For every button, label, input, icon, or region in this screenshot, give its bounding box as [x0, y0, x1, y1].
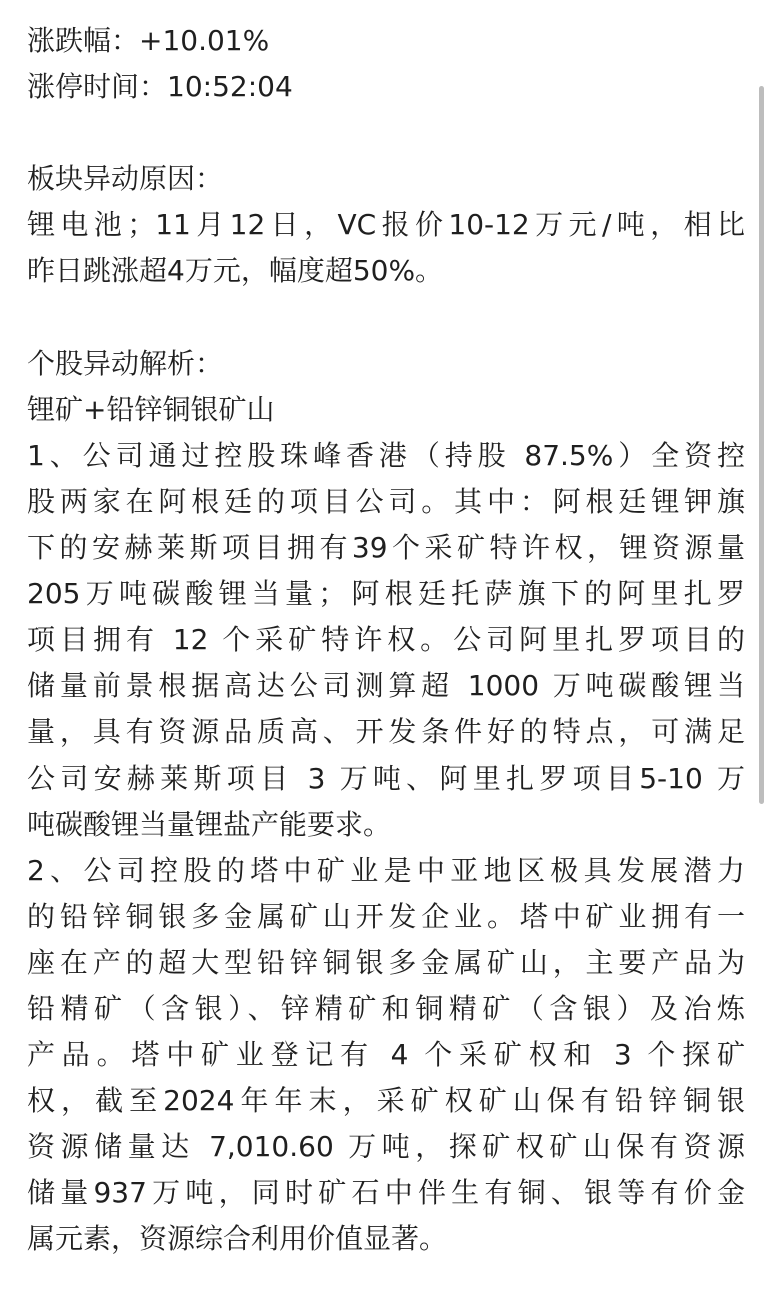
article-body — [27, 18, 745, 1263]
sector-reason-title: 板块异动原因： — [27, 162, 224, 196]
analysis-line: 下的安赫莱斯项目拥有39个采矿特许权，锂资源量 — [27, 531, 745, 565]
analysis-line: 储量937万吨，同时矿石中伴生有铜、银等有价金 — [27, 1176, 745, 1210]
analysis-line: 项目拥有 12 个采矿特许权。公司阿里扎罗项目的 — [27, 623, 745, 657]
analysis-line: 205万吨碳酸锂当量；阿根廷托萨旗下的阿里扎罗 — [27, 577, 745, 611]
analysis-line: 1、公司通过控股珠峰香港（持股 87.5%）全资控 — [27, 438, 745, 472]
sector-reason-line: 锂电池；11月12日，VC报价10-12万元/吨，相比 — [27, 208, 745, 242]
analysis-line: 座在产的超大型铅锌铜银多金属矿山，主要产品为 — [27, 945, 745, 979]
analysis-line: 权，截至2024年年末，采矿权矿山保有铅锌铜银 — [27, 1084, 745, 1118]
analysis-line: 属元素，资源综合利用价值显著。 — [27, 1222, 448, 1256]
vertical-scrollbar[interactable] — [759, 86, 764, 804]
spacer — [27, 295, 745, 341]
analysis-line: 铅精矿（含银）、锌精矿和铜精矿（含银）及冶炼 — [27, 991, 745, 1025]
price-change: 涨跌幅：+10.01% — [27, 24, 270, 57]
analysis-line: 资源储量达 7,010.60 万吨，探矿权矿山保有资源 — [27, 1130, 745, 1164]
analysis-line: 2、公司控股的塔中矿业是中亚地区极具发展潜力 — [27, 853, 745, 887]
analysis-line: 量，具有资源品质高、开发条件好的特点，可满足 — [27, 715, 745, 749]
analysis-line: 的铅锌铜银多金属矿山开发企业。塔中矿业拥有一 — [27, 899, 745, 933]
spacer — [27, 110, 745, 156]
limit-up-time: 涨停时间：10:52:04 — [27, 70, 293, 104]
sector-reason-line: 昨日跳涨超4万元，幅度超50%。 — [27, 254, 444, 288]
analysis-line: 产品。塔中矿业登记有 4 个采矿权和 3 个探矿 — [27, 1038, 745, 1072]
analysis-line: 吨碳酸锂当量锂盐产能要求。 — [27, 807, 392, 841]
analysis-line: 储量前景根据高达公司测算超 1000 万吨碳酸锂当 — [27, 669, 745, 703]
stock-analysis-title: 个股异动解析： — [27, 346, 224, 380]
analysis-line: 公司安赫莱斯项目 3 万吨、阿里扎罗项目5-10 万 — [27, 761, 745, 795]
analysis-line: 股两家在阿根廷的项目公司。其中：阿根廷锂钾旗 — [27, 484, 745, 518]
stock-analysis-subtitle: 锂矿+铅锌铜银矿山 — [27, 392, 275, 426]
